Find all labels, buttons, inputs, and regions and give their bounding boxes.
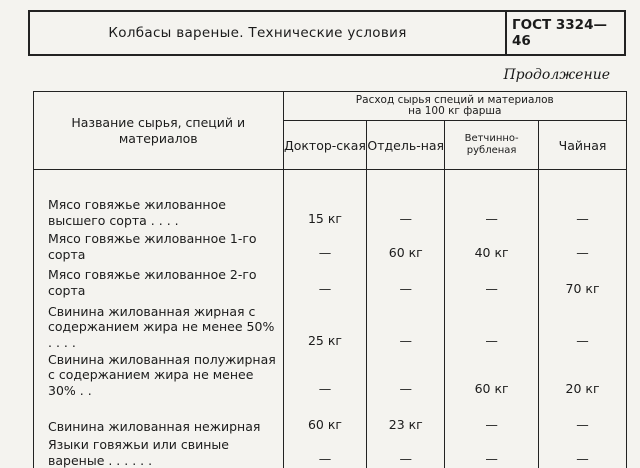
table-row	[34, 350, 627, 398]
document-header	[28, 10, 626, 56]
row-name: Мясо говяжье жилованное высшего сорта . . . .	[34, 184, 284, 228]
row-value: 20 кг	[539, 350, 627, 398]
row-value: —	[283, 262, 367, 298]
row-value: 60 кг	[367, 228, 445, 262]
row-value: 70 кг	[539, 262, 627, 298]
row-name: Свинина жилованная нежирная	[34, 398, 284, 434]
row-value: 40 кг	[445, 228, 539, 262]
row-value: 23 кг	[367, 398, 445, 434]
name-column-header	[34, 92, 284, 170]
row-value: —	[367, 298, 445, 350]
table-row	[34, 228, 627, 262]
table-row	[34, 434, 627, 468]
row-value: —	[283, 350, 367, 398]
row-value: 25 кг	[283, 298, 367, 350]
group-header-line2: на 100 кг фарша	[408, 105, 502, 117]
consumption-table	[33, 91, 627, 468]
standard-code: ГОСТ 3324—46	[512, 17, 607, 49]
table-row	[34, 262, 627, 298]
row-value: —	[445, 398, 539, 434]
row-value: —	[283, 434, 367, 468]
row-name: Мясо говяжье жилованное 1-го сорта	[34, 228, 284, 262]
header-title: Колбасы вареные. Технические условия	[108, 25, 407, 41]
row-value: —	[283, 228, 367, 262]
row-value: —	[367, 350, 445, 398]
row-value: —	[367, 434, 445, 468]
row-value: —	[445, 184, 539, 228]
row-name: Языки говяжьи или свиные вареные . . . . . .	[34, 434, 284, 468]
row-value: —	[539, 184, 627, 228]
header-divider	[505, 12, 507, 54]
group-header-line1: Расход сырья специй и материалов	[355, 94, 554, 106]
column-header-vetchinno-rublenaya: Ветчинно-рубленая	[445, 121, 539, 170]
table-row	[34, 184, 627, 228]
row-value: —	[367, 184, 445, 228]
row-value: —	[539, 398, 627, 434]
table-row	[34, 298, 627, 350]
row-value: —	[539, 434, 627, 468]
column-header-otdelnaya: Отдель-ная	[367, 121, 445, 170]
column-header-chainaya: Чайная	[539, 121, 627, 170]
row-value: —	[367, 262, 445, 298]
table-row	[34, 398, 627, 434]
row-name: Свинина жилованная жирная с содержанием жира не менее 50% . . . .	[34, 298, 284, 350]
row-name: Мясо говяжье жилованное 2-го сорта	[34, 262, 284, 298]
column-header-doktorskaya: Доктор-ская	[283, 121, 367, 170]
row-value: —	[445, 262, 539, 298]
row-value: 60 кг	[283, 398, 367, 434]
row-value: —	[445, 434, 539, 468]
continuation-label: Продолжение	[503, 67, 610, 83]
row-value: —	[539, 298, 627, 350]
name-column-header-text: Название сырья, специй и материалов	[71, 114, 246, 146]
row-value: —	[445, 298, 539, 350]
row-name: Свинина жилованная полужирная с содержанием жира не менее 30% . .	[34, 350, 284, 398]
table-spacer-row	[34, 170, 627, 185]
row-value: —	[539, 228, 627, 262]
row-value: 15 кг	[283, 184, 367, 228]
row-value: 60 кг	[445, 350, 539, 398]
consumption-group-header	[283, 92, 626, 121]
